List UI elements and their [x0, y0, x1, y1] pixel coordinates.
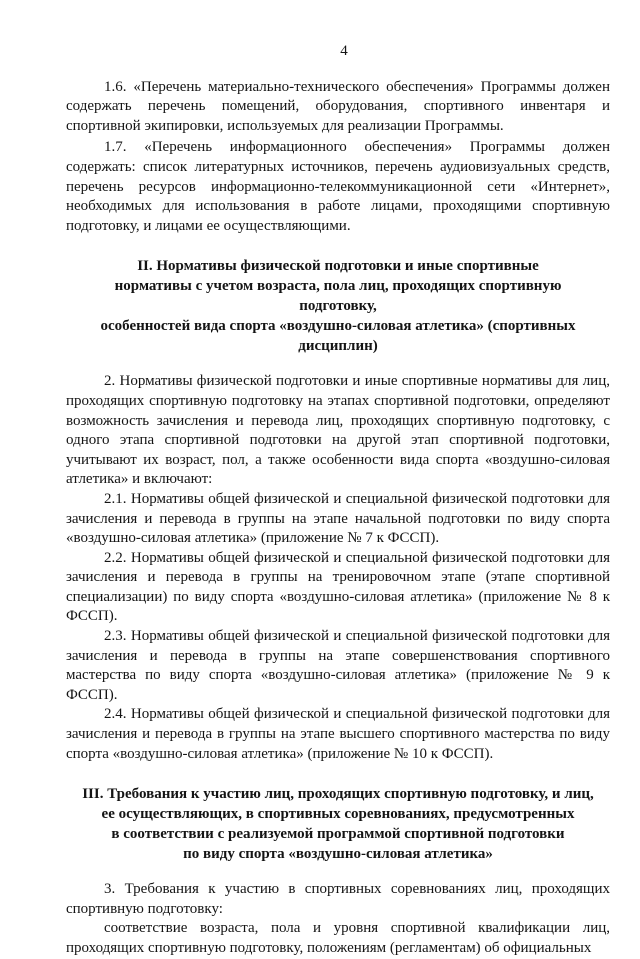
paragraph-3: 3. Требования к участию в спортивных соревнованиях лиц, проходящих спортивную подготовку:: [66, 881, 610, 917]
paragraph-1-6: 1.6. «Перечень материально-технического обеспечения» Программы должен содержать перечень помещений, оборудования, спортивного инвентаря и спортивной экипировки, используемых для реализации Программы.: [66, 78, 610, 134]
section-2-heading-line: дисциплин): [298, 338, 378, 355]
paragraph-2-1: 2.1. Нормативы общей физической и специальной физической подготовки для зачисления и перевода в группы на этапе начальной подготовки по виду спорта «воздушно-силовая атлетика» (приложение № 7 к ФССП).: [66, 490, 610, 547]
section-2-heading-line: II. Нормативы физической подготовки и иные спортивные: [137, 258, 539, 275]
paragraph-2-4: 2.4. Нормативы общей физической и специальной физической подготовки для зачисления и перевода в группы на этапе высшего спортивного мастерства по виду спорта «воздушно-силовая атлетика» (приложение № 10 к ФССП).: [66, 706, 610, 762]
paragraph-2: 2. Нормативы физической подготовки и иные спортивные нормативы для лиц, проходящих спортивную подготовку на этапах спортивной подготовки, определяют возможность зачисления и перевода лиц, проходящих спортивную подготовку, с одного этапа спортивной подготовки на другой этап спортивной подготовки, учитывают их возраст, пол, а также особенности вида спорта «воздушно-силовая атлетика» и включают:: [66, 373, 610, 488]
paragraph-1-7: 1.7. «Перечень информационного обеспечения» Программы должен содержать: список литературных источников, перечень аудиовизуальных средств, перечень ресурсов информационно-телекоммуникационной сети «Интернет», необходимых для использования в работе лицами, проходящими спортивную подготовку, и лицами ее осуществляющими.: [66, 139, 610, 234]
section-2-heading: [74, 256, 602, 356]
section-2-heading-line: особенностей вида спорта «воздушно-силовая атлетика» (спортивных: [100, 318, 576, 335]
paragraph-2-2: 2.2. Нормативы общей физической и специальной физической подготовки для зачисления и перевода в группы на тренировочном этапе (этапе спортивной специализации) по виду спорта «воздушно-силовая атлетика» (приложение № 8 к ФССП).: [66, 549, 610, 625]
paragraph-3-item-1: соответствие возраста, пола и уровня спортивной квалификации лиц, проходящих спортивную подготовку, положениям (регламентам) об официальных: [66, 920, 610, 956]
paragraph-2-3: 2.3. Нормативы общей физической и специальной физической подготовки для зачисления и перевода в группы на этапе совершенствования спортивного мастерства по виду спорта «воздушно-силовая атлетика» (приложение № 9 к ФССП).: [66, 628, 610, 703]
section-3-heading-line: в соответствии с реализуемой программой спортивной подготовки: [111, 826, 565, 843]
section-3-heading-line: по виду спорта «воздушно-силовая атлетика»: [183, 846, 493, 863]
section-2-heading-line: нормативы с учетом возраста, пола лиц, проходящих спортивную подготовку,: [114, 278, 562, 315]
section-3-heading-line: III. Требования к участию лиц, проходящих спортивную подготовку, и лиц,: [82, 786, 594, 803]
section-3-heading: [74, 784, 602, 864]
section-3-heading-line: ее осуществляющих, в спортивных соревнованиях, предусмотренных: [101, 806, 575, 823]
page-number: 4: [340, 43, 348, 59]
